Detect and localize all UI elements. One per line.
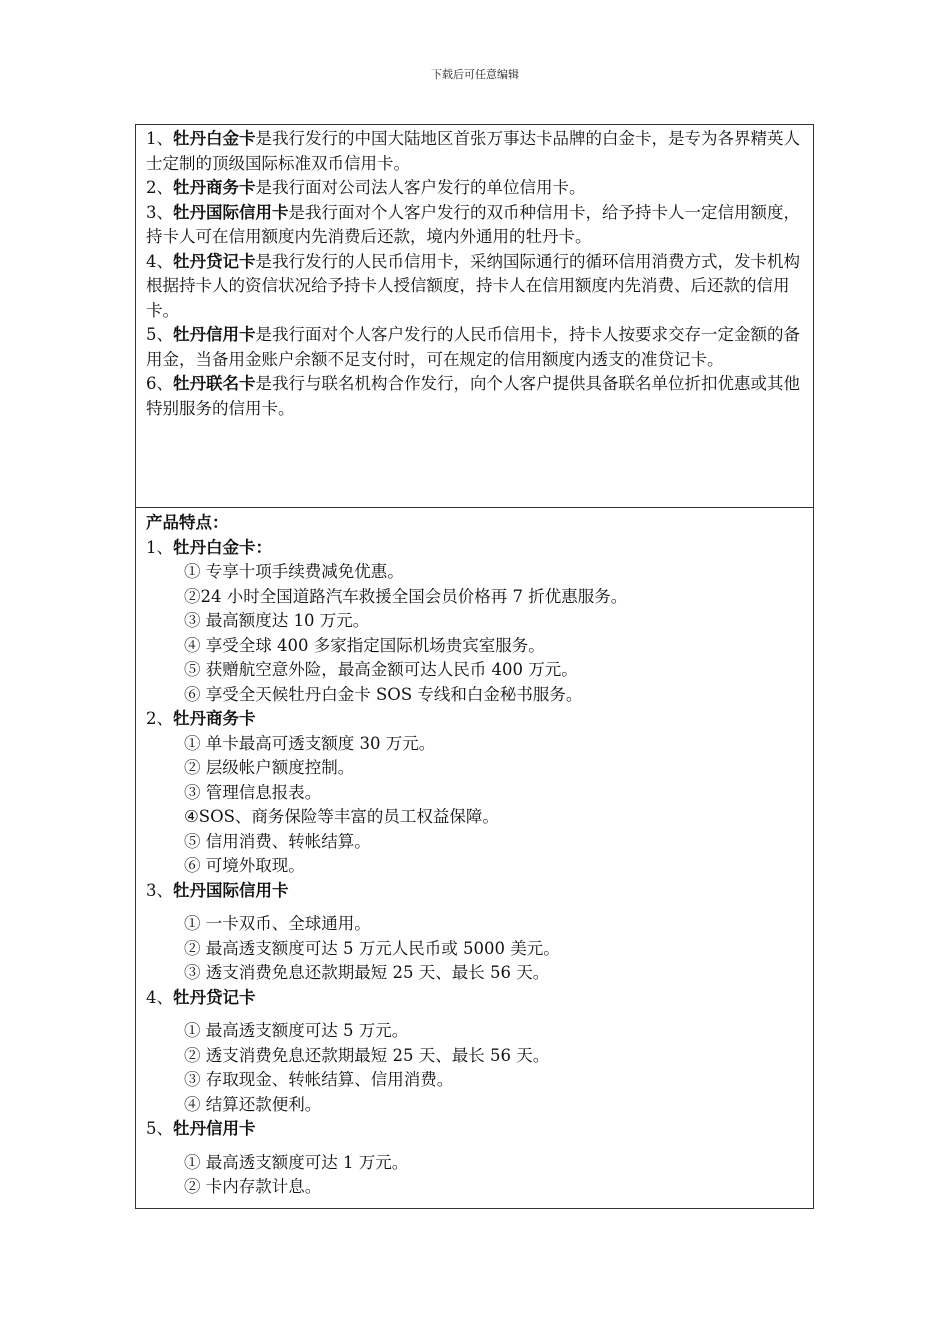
features-title: 产品特点： (146, 513, 229, 532)
features-cell (136, 508, 813, 1208)
feature-item: ② 最高透支额度可达 5 万元人民币或 5000 美元。 (184, 938, 560, 958)
feature-item: ① 单卡最高可透支额度 30 万元。 (184, 733, 436, 753)
section-name: 牡丹贷记卡 (173, 987, 256, 1007)
page-header: 下载后可任意编辑 (431, 68, 519, 81)
feature-section-heading (146, 536, 803, 561)
card-description: 是我行发行的中国大陆地区首张万事达卡品牌的白金卡，是专为各界精英人士定制的顶级国际标准双币信用卡。 (146, 129, 800, 173)
paragraph-number: 2、 (146, 178, 173, 197)
card-description: 是我行与联名机构合作发行，向个人客户提供具备联名单位折扣优惠或其他特别服务的信用卡。 (146, 374, 800, 418)
paragraph-number: 5、 (146, 325, 173, 344)
card-name: 牡丹信用卡 (173, 325, 256, 344)
feature-item: ⑤ 获赠航空意外险，最高金额可达人民币 400 万元。 (184, 660, 578, 679)
section-name: 牡丹商务卡 (173, 709, 256, 728)
feature-item: ② 透支消费免息还款期最短 25 天、最长 56 天。 (184, 1045, 550, 1065)
feature-item: ② 层级帐户额度控制。 (184, 758, 355, 777)
card-name: 牡丹国际信用卡 (173, 202, 289, 222)
paragraph-number: 6、 (146, 374, 173, 393)
card-types-cell (136, 125, 813, 508)
feature-item: ③ 管理信息报表。 (184, 782, 322, 802)
feature-item: ③ 透支消费免息还款期最短 25 天、最长 56 天。 (184, 963, 550, 982)
section-number: 3、 (146, 880, 173, 900)
feature-item: ④SOS、商务保险等丰富的员工权益保障。 (184, 807, 499, 826)
feature-section-heading (146, 879, 803, 904)
intro-paragraph (146, 250, 803, 324)
feature-item: ① 最高透支额度可达 1 万元。 (184, 1152, 409, 1172)
card-name: 牡丹贷记卡 (173, 251, 256, 271)
feature-item: ⑥ 享受全天候牡丹白金卡 SOS 专线和白金秘书服务。 (184, 684, 583, 704)
intro-paragraph (146, 127, 803, 176)
card-description: 是我行面对公司法人客户发行的单位信用卡。 (255, 178, 586, 197)
card-name: 牡丹商务卡 (173, 178, 256, 197)
paragraph-number: 4、 (146, 251, 173, 271)
intro-paragraph (146, 323, 803, 372)
feature-item: ②24 小时全国道路汽车救援全国会员价格再 7 折优惠服务。 (184, 586, 628, 606)
intro-paragraph (146, 201, 803, 250)
card-name: 牡丹白金卡 (173, 129, 256, 148)
section-number: 2、 (146, 709, 173, 728)
feature-item: ④ 结算还款便利。 (184, 1094, 322, 1114)
intro-paragraph (146, 372, 803, 421)
section-number: 4、 (146, 987, 173, 1007)
feature-item: ① 一卡双币、全球通用。 (184, 914, 371, 933)
card-description: 是我行面对个人客户发行的双币种信用卡，给予持卡人一定信用额度，持卡人可在信用额度内先消费后还款，境内外通用的牡丹卡。 (146, 202, 800, 246)
section-number: 5、 (146, 1119, 173, 1138)
section-name: 牡丹国际信用卡 (173, 880, 289, 900)
feature-item: ① 最高透支额度可达 5 万元。 (184, 1021, 409, 1040)
card-description: 是我行面对个人客户发行的人民币信用卡，持卡人按要求交存一定金额的备用金，当备用金账户余额不足支付时，可在规定的信用额度内透支的准贷记卡。 (146, 325, 800, 369)
paragraph-number: 1、 (146, 129, 173, 148)
feature-section-heading (146, 1117, 803, 1142)
paragraph-number: 3、 (146, 202, 173, 222)
feature-item: ③ 最高额度达 10 万元。 (184, 611, 370, 630)
content-table (135, 124, 814, 1209)
feature-item: ① 专享十项手续费减免优惠。 (184, 562, 404, 581)
intro-paragraph (146, 176, 803, 201)
card-description: 是我行发行的人民币信用卡，采纳国际通行的循环信用消费方式，发卡机构根据持卡人的资信状况给予持卡人授信额度，持卡人在信用额度内先消费、后还款的信用卡。 (146, 251, 800, 320)
feature-item: ⑤ 信用消费、转帐结算。 (184, 831, 371, 851)
feature-item: ④ 享受全球 400 多家指定国际机场贵宾室服务。 (184, 635, 545, 655)
section-number: 1、 (146, 537, 173, 557)
feature-item: ③ 存取现金、转帐结算、信用消费。 (184, 1070, 454, 1089)
card-name: 牡丹联名卡 (173, 374, 256, 393)
feature-section-heading (146, 707, 803, 732)
feature-item: ⑥ 可境外取现。 (184, 856, 305, 875)
section-name: 牡丹白金卡： (173, 537, 272, 557)
feature-item: ② 卡内存款计息。 (184, 1177, 322, 1196)
feature-section-heading (146, 986, 803, 1011)
section-name: 牡丹信用卡 (173, 1119, 256, 1138)
